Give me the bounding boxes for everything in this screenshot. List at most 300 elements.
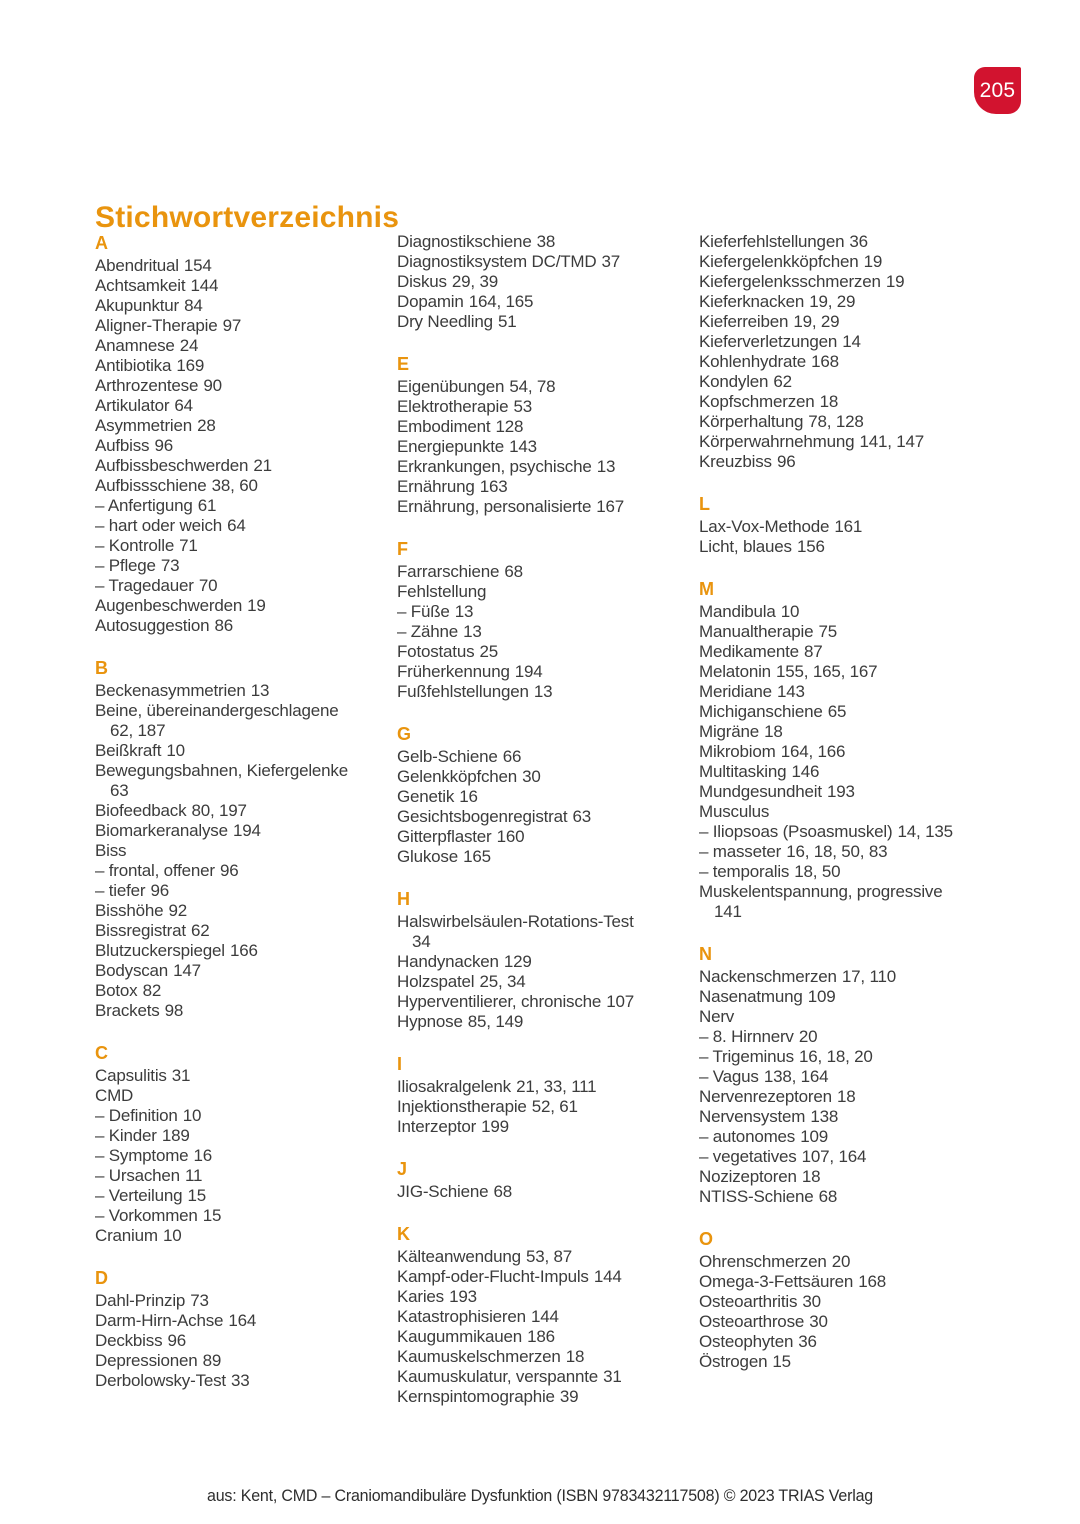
entry-pages: 189 — [161, 1126, 190, 1145]
entry-term: Migräne — [699, 722, 760, 741]
index-entry — [699, 272, 991, 292]
entry-term: Cranium — [95, 1226, 158, 1245]
entry-pages: 13 — [596, 457, 616, 476]
entry-term: Genetik — [397, 787, 455, 806]
entry-term: Kondylen — [699, 372, 769, 391]
index-entry — [397, 827, 689, 847]
index-entry — [95, 841, 387, 861]
entry-pages: 144 — [593, 1267, 622, 1286]
section-letter: G — [397, 724, 412, 744]
index-entry — [397, 1327, 689, 1347]
section-letter: C — [95, 1043, 108, 1063]
index-subentry — [95, 556, 387, 576]
index-entry — [95, 801, 387, 821]
entry-pages: 63 — [110, 781, 129, 800]
footer-credit: aus: Kent, CMD – Craniomandibuläre Dysfunktion (ISBN 9783432117508) © 2023 TRIAS Verlag — [206, 1487, 874, 1505]
entry-pages: 33 — [231, 1371, 250, 1390]
index-entry — [397, 1247, 689, 1267]
index-subentry — [397, 602, 689, 622]
entry-pages: 96 — [150, 881, 169, 900]
index-entry — [397, 377, 689, 397]
entry-term: Hypnose — [397, 1012, 463, 1031]
entry-pages: 18 — [764, 722, 783, 741]
section-letter: B — [95, 658, 108, 678]
entry-pages: 141 — [714, 902, 742, 921]
index-entry — [397, 1307, 689, 1327]
entry-term: Ernährung, personalisierte — [397, 497, 592, 516]
entry-term: Eigenübungen — [397, 377, 505, 396]
entry-pages: 66 — [502, 747, 522, 766]
index-section — [397, 353, 689, 517]
index-entry — [95, 901, 387, 921]
index-entry — [699, 392, 991, 412]
index-entry — [397, 1367, 689, 1387]
entry-term: – Zähne — [397, 622, 458, 641]
index-entry — [397, 1182, 689, 1202]
entry-pages: 164, 165 — [468, 292, 534, 311]
entry-term: Asymmetrien — [95, 416, 192, 435]
index-section — [95, 1267, 387, 1391]
entry-pages: 30 — [802, 1292, 821, 1311]
index-subentry — [699, 822, 991, 842]
index-entry — [699, 517, 991, 537]
entry-pages: 51 — [497, 312, 517, 331]
index-entry — [699, 702, 991, 722]
entry-pages: 169 — [176, 356, 205, 375]
entry-pages: 10 — [166, 741, 185, 760]
entry-term: Dahl-Prinzip — [95, 1291, 186, 1310]
section-letter: F — [397, 539, 408, 559]
entry-pages: 19 — [885, 272, 905, 291]
section-letter: M — [699, 579, 714, 599]
entry-pages: 61 — [197, 496, 217, 515]
index-section — [699, 493, 991, 557]
index-entry — [699, 292, 991, 312]
index-subentry — [95, 1186, 387, 1206]
index-entry — [95, 476, 387, 496]
entry-pages: 10 — [182, 1106, 202, 1125]
index-section — [95, 1042, 387, 1246]
entry-pages: 65 — [827, 702, 847, 721]
entry-term: Kaumuskelschmerzen — [397, 1347, 561, 1366]
entry-term: Kiefergelenksschmerzen — [699, 272, 881, 291]
index-subentry — [699, 1067, 991, 1087]
entry-pages: 73 — [160, 556, 180, 575]
entry-term: Biss — [95, 841, 127, 860]
entry-term: Muskelentspannung, progressive — [699, 882, 943, 901]
entry-term: Dopamin — [397, 292, 464, 311]
entry-pages: 18 — [836, 1087, 856, 1106]
index-columns — [95, 232, 991, 1407]
entry-term: Mikrobiom — [699, 742, 776, 761]
index-entry — [699, 452, 991, 472]
index-entry — [397, 807, 689, 827]
entry-pages: 107, 164 — [801, 1147, 867, 1166]
entry-term: Farrarschiene — [397, 562, 500, 581]
index-subentry — [95, 861, 387, 881]
entry-term: Aufbissschiene — [95, 476, 207, 495]
entry-term: Fotostatus — [397, 642, 475, 661]
entry-pages: 30 — [809, 1312, 828, 1331]
index-subentry — [95, 881, 387, 901]
entry-pages: 24 — [179, 336, 199, 355]
index-subentry — [95, 1206, 387, 1226]
index-entry — [699, 412, 991, 432]
index-subentry — [699, 1147, 991, 1167]
entry-term: Injektionstherapie — [397, 1097, 527, 1116]
entry-pages: 186 — [527, 1327, 555, 1346]
index-entry — [397, 272, 689, 292]
index-entry — [699, 1292, 991, 1312]
index-entry — [699, 1352, 991, 1372]
entry-term: Botox — [95, 981, 138, 1000]
index-entry — [699, 537, 991, 557]
entry-term: Katastrophisieren — [397, 1307, 526, 1326]
entry-pages: 143 — [509, 437, 537, 456]
entry-term: Akupunktur — [95, 296, 179, 315]
entry-term: NTISS-Schiene — [699, 1187, 814, 1206]
entry-term: Derbolowsky-Test — [95, 1371, 226, 1390]
entry-term: Körperwahrnehmung — [699, 432, 855, 451]
entry-term: JIG-Schiene — [397, 1182, 489, 1201]
entry-pages: 20 — [798, 1027, 818, 1046]
index-entry — [95, 741, 387, 761]
entry-pages: 18 — [819, 392, 839, 411]
entry-term: Aligner-Therapie — [95, 316, 218, 335]
entry-pages: 15 — [187, 1186, 206, 1205]
index-entry — [699, 742, 991, 762]
entry-term: Holzspatel — [397, 972, 475, 991]
entry-term: Capsulitis — [95, 1066, 167, 1085]
entry-term: Nasenatmung — [699, 987, 803, 1006]
entry-term: – Pflege — [95, 556, 156, 575]
entry-pages: 75 — [818, 622, 837, 641]
index-entry — [95, 596, 387, 616]
index-subentry — [95, 1106, 387, 1126]
entry-term: Bissregistrat — [95, 921, 186, 940]
entry-pages: 21 — [253, 456, 272, 475]
entry-pages: 25 — [479, 642, 498, 661]
entry-pages: 19 — [863, 252, 883, 271]
index-column — [95, 232, 387, 1407]
index-entry — [397, 1267, 689, 1287]
index-section — [95, 657, 387, 1021]
entry-pages: 164 — [228, 1311, 257, 1330]
entry-pages: 156 — [796, 537, 825, 556]
index-entry — [699, 622, 991, 642]
entry-pages: 36 — [849, 232, 868, 251]
index-entry — [699, 1187, 991, 1207]
entry-pages: 37 — [601, 252, 621, 271]
entry-term: – Füße — [397, 602, 450, 621]
entry-term: Nozizeptoren — [699, 1167, 797, 1186]
index-entry — [397, 952, 689, 972]
index-entry — [397, 437, 689, 457]
section-letter: D — [95, 1268, 108, 1288]
index-subentry — [699, 1127, 991, 1147]
entry-pages: 165 — [463, 847, 491, 866]
entry-term: Artikulator — [95, 396, 170, 415]
index-entry — [95, 416, 387, 436]
index-entry — [397, 662, 689, 682]
entry-pages: 73 — [190, 1291, 209, 1310]
index-entry — [397, 457, 689, 477]
index-entry — [699, 1332, 991, 1352]
index-subentry — [699, 862, 991, 882]
entry-pages: 147 — [173, 961, 201, 980]
entry-pages: 18 — [565, 1347, 585, 1366]
entry-term: Depressionen — [95, 1351, 198, 1370]
index-entry — [699, 1272, 991, 1292]
entry-pages: 96 — [776, 452, 796, 471]
page-number: 205 — [979, 78, 1016, 102]
entry-term: Hyperventilierer, chronische — [397, 992, 602, 1011]
entry-term: Autosuggestion — [95, 616, 210, 635]
index-entry — [95, 456, 387, 476]
entry-pages: 138 — [810, 1107, 839, 1126]
entry-pages: 163 — [479, 477, 508, 496]
entry-pages: 109 — [800, 1127, 828, 1146]
entry-term: Kiefergelenkköpfchen — [699, 252, 859, 271]
entry-term: Kernspintomographie — [397, 1387, 555, 1406]
entry-term: – masseter — [699, 842, 782, 861]
entry-pages: 86 — [214, 616, 234, 635]
entry-term: Energiepunkte — [397, 437, 505, 456]
section-letter: I — [397, 1054, 403, 1074]
section-letter: L — [699, 494, 710, 514]
entry-pages: 62 — [191, 921, 210, 940]
entry-pages: 128 — [495, 417, 524, 436]
index-entry — [397, 787, 689, 807]
entry-pages: 63 — [572, 807, 592, 826]
entry-term: Gelb-Schiene — [397, 747, 498, 766]
entry-pages: 85, 149 — [467, 1012, 524, 1031]
entry-pages: 138, 164 — [763, 1067, 829, 1086]
index-entry — [397, 1287, 689, 1307]
entry-term: Omega-3-Fettsäuren — [699, 1272, 854, 1291]
index-entry — [397, 292, 689, 312]
index-entry — [699, 602, 991, 622]
entry-term: – Vagus — [699, 1067, 759, 1086]
index-section — [397, 538, 689, 702]
index-entry — [699, 782, 991, 802]
entry-term: Kieferreiben — [699, 312, 789, 331]
index-entry — [95, 396, 387, 416]
index-entry — [95, 1371, 387, 1391]
entry-term: Früherkennung — [397, 662, 510, 681]
entry-term: Gelenkköpfchen — [397, 767, 518, 786]
entry-pages: 168 — [811, 352, 839, 371]
entry-pages: 161 — [834, 517, 863, 536]
entry-pages: 13 — [533, 682, 553, 701]
index-column — [699, 232, 991, 1407]
section-letter: O — [699, 1229, 714, 1249]
index-entry — [95, 256, 387, 276]
entry-term: Beine, übereinandergeschlagene — [95, 701, 339, 720]
entry-pages: 78, 128 — [808, 412, 864, 431]
index-subentry — [95, 1166, 387, 1186]
entry-term: Augenbeschwerden — [95, 596, 243, 615]
index-entry — [699, 662, 991, 682]
index-subentry — [95, 496, 387, 516]
index-entry — [397, 912, 689, 952]
entry-pages: 38, 60 — [211, 476, 258, 495]
entry-term: Karies — [397, 1287, 444, 1306]
index-entry — [699, 1252, 991, 1272]
entry-pages: 64 — [174, 396, 193, 415]
entry-pages: 14, 135 — [897, 822, 953, 841]
index-entry — [95, 1086, 387, 1106]
index-entry — [397, 1077, 689, 1097]
index-entry — [699, 312, 991, 332]
entry-term: Kreuzbiss — [699, 452, 772, 471]
entry-pages: 13 — [454, 602, 474, 621]
page-number-badge — [974, 67, 1021, 114]
index-entry — [397, 847, 689, 867]
entry-pages: 168 — [858, 1272, 887, 1291]
entry-pages: 10 — [780, 602, 800, 621]
entry-term: Nerv — [699, 1007, 735, 1026]
entry-pages: 31 — [171, 1066, 191, 1085]
entry-pages: 13 — [463, 622, 482, 641]
entry-pages: 146 — [791, 762, 820, 781]
section-letter: J — [397, 1159, 408, 1179]
entry-term: Körperhaltung — [699, 412, 804, 431]
entry-pages: 15 — [772, 1352, 791, 1371]
entry-term: Mundgesundheit — [699, 782, 822, 801]
entry-term: Darm-Hirn-Achse — [95, 1311, 224, 1330]
index-entry — [397, 767, 689, 787]
index-entry — [397, 417, 689, 437]
index-entry — [397, 682, 689, 702]
entry-pages: 39 — [559, 1387, 579, 1406]
entry-pages: 64 — [227, 516, 246, 535]
entry-term: Gesichtsbogenregistrat — [397, 807, 568, 826]
index-entry — [397, 497, 689, 517]
index-entry — [699, 1107, 991, 1127]
index-entry — [95, 336, 387, 356]
entry-pages: 53 — [513, 397, 532, 416]
index-entry — [699, 762, 991, 782]
entry-term: Kieferfehlstellungen — [699, 232, 845, 251]
index-entry — [95, 436, 387, 456]
entry-term: Diagnostikschiene — [397, 232, 532, 251]
entry-term: Nervensystem — [699, 1107, 806, 1126]
entry-pages: 144 — [531, 1307, 559, 1326]
entry-term: Ernährung — [397, 477, 475, 496]
index-entry — [397, 1097, 689, 1117]
index-entry — [699, 352, 991, 372]
section-letter: E — [397, 354, 410, 374]
index-column — [397, 232, 689, 1407]
index-section — [397, 1223, 689, 1407]
entry-term: Halswirbelsäulen-Rotations-Test — [397, 912, 634, 931]
entry-pages: 107 — [606, 992, 635, 1011]
index-entry — [95, 1226, 387, 1246]
entry-term: Kopfschmerzen — [699, 392, 815, 411]
index-entry — [397, 642, 689, 662]
entry-term: Östrogen — [699, 1352, 768, 1371]
entry-pages: 25, 34 — [479, 972, 526, 991]
entry-pages: 164, 166 — [780, 742, 846, 761]
entry-term: Erkrankungen, psychische — [397, 457, 592, 476]
entry-term: Beckenasymmetrien — [95, 681, 246, 700]
entry-pages: 62 — [773, 372, 792, 391]
entry-pages: 96 — [167, 1331, 186, 1350]
entry-pages: 17, 110 — [841, 967, 896, 986]
index-entry — [699, 1167, 991, 1187]
entry-term: Blutzuckerspiegel — [95, 941, 225, 960]
entry-term: – Symptome — [95, 1146, 189, 1165]
entry-pages: 90 — [203, 376, 222, 395]
index-subentry — [397, 622, 689, 642]
entry-pages: 52, 61 — [531, 1097, 578, 1116]
entry-pages: 194 — [514, 662, 543, 681]
entry-pages: 199 — [481, 1117, 509, 1136]
index-entry — [95, 761, 387, 801]
index-entry — [95, 276, 387, 296]
index-entry — [699, 802, 991, 822]
index-entry — [699, 252, 991, 272]
entry-pages: 18 — [801, 1167, 821, 1186]
entry-term: Multitasking — [699, 762, 787, 781]
entry-term: Antibiotika — [95, 356, 172, 375]
entry-pages: 68 — [504, 562, 523, 581]
entry-term: Aufbiss — [95, 436, 150, 455]
entry-term: Mandibula — [699, 602, 776, 621]
entry-pages: 16 — [459, 787, 478, 806]
entry-pages: 129 — [503, 952, 532, 971]
entry-term: Fehlstellung — [397, 582, 487, 601]
entry-pages: 15 — [202, 1206, 222, 1225]
entry-term: – hart oder weich — [95, 516, 223, 535]
entry-pages: 13 — [250, 681, 270, 700]
entry-pages: 19, 29 — [793, 312, 840, 331]
index-entry — [95, 1331, 387, 1351]
entry-pages: 21, 33, 111 — [516, 1077, 597, 1096]
entry-pages: 166 — [229, 941, 258, 960]
entry-pages: 54, 78 — [509, 377, 556, 396]
index-entry — [397, 252, 689, 272]
index-entry — [95, 1066, 387, 1086]
entry-pages: 97 — [222, 316, 242, 335]
entry-pages: 16, 18, 20 — [799, 1047, 873, 1066]
entry-pages: 16, 18, 50, 83 — [786, 842, 888, 861]
entry-term: Brackets — [95, 1001, 160, 1020]
entry-term: Interzeptor — [397, 1117, 477, 1136]
index-subentry — [95, 536, 387, 556]
section-letter: H — [397, 889, 410, 909]
index-entry — [397, 972, 689, 992]
entry-term: Gitterpflaster — [397, 827, 492, 846]
entry-pages: 87 — [803, 642, 823, 661]
index-entry — [699, 642, 991, 662]
entry-pages: 30 — [522, 767, 541, 786]
entry-term: Deckbiss — [95, 1331, 163, 1350]
entry-term: Abendritual — [95, 256, 179, 275]
entry-term: Michiganschiene — [699, 702, 823, 721]
entry-term: Anamnese — [95, 336, 175, 355]
entry-pages: 34 — [412, 932, 431, 951]
index-entry — [397, 747, 689, 767]
entry-term: Kohlenhydrate — [699, 352, 807, 371]
entry-pages: 109 — [807, 987, 836, 1006]
index-entry — [397, 582, 689, 602]
index-section — [397, 888, 689, 1032]
entry-pages: 82 — [142, 981, 162, 1000]
entry-term: Glukose — [397, 847, 458, 866]
index-entry — [699, 882, 991, 922]
